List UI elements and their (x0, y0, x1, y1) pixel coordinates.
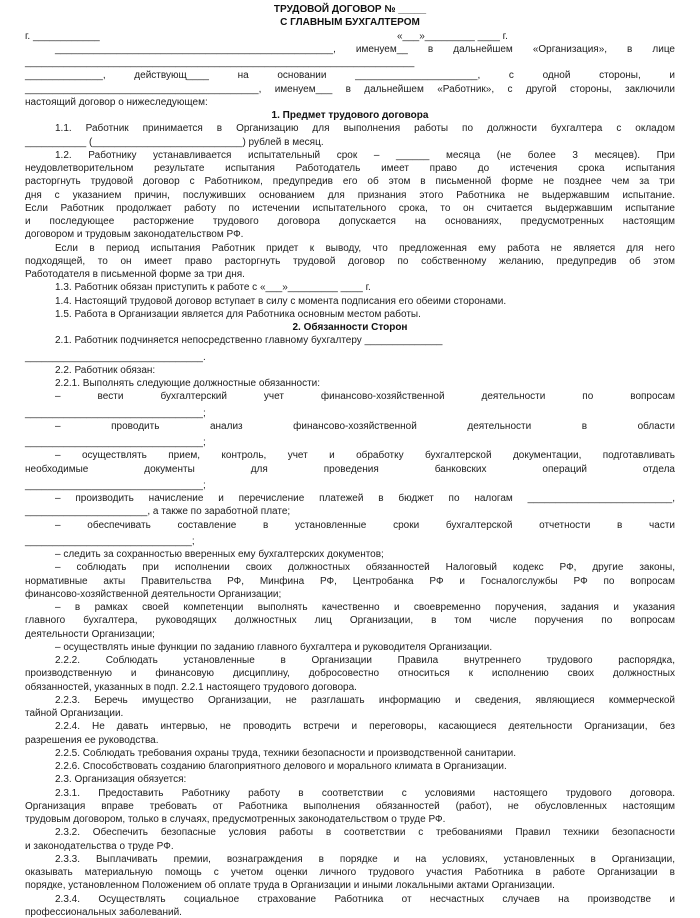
doc-line: __________________________________________, именуем___ в дальнейшем «Работник», с другой стороны, заключили (25, 83, 675, 95)
doc-line: ________________________________; (25, 479, 206, 491)
doc-line: – обеспечивать составление в установленные сроки бухгалтерской отчетности в части (55, 519, 675, 531)
doc-line: обязанностей, указанных в подп. 2.2.1 настоящего трудового договора. (25, 681, 357, 693)
doc-line: 2.2.3. Беречь имущество Организации, не разглашать информацию и сведения, являющиеся коммерческой (55, 694, 675, 706)
doc-line: порядке, установленном Положением об оплате труда в Организации и иными локальными актами Организации. (25, 880, 555, 892)
city-blank-field: г. ____________ (25, 30, 100, 42)
doc-line: 2.3.4. Осуществлять социальное страхование Работника от несчастных случаев на производстве и (55, 893, 675, 905)
doc-line: ______________________________; (25, 535, 195, 547)
doc-line: 2.2.6. Способствовать созданию благоприятного делового и морального климата в Организации. (55, 761, 507, 772)
doc-line: настоящий договор о нижеследующем: (25, 96, 208, 108)
doc-heading: 2. Обязанности Сторон (292, 322, 408, 333)
doc-line: необходимые документы для проведения банковских операций отдела (25, 463, 675, 475)
doc-line: финансово-хозяйственной деятельности Организации; (25, 588, 282, 600)
doc-line: 1.5. Работа в Организации является для Работника основным местом работы. (55, 308, 421, 320)
doc-line: трудовым договором, только в случаях, предусмотренных законодательством о труде РФ. (25, 814, 446, 825)
doc-line: – производить начисление и перечисление платежей в бюджет по налогам __________________________, (55, 493, 675, 504)
doc-line: 2.2.5. Соблюдать требования охраны труда, техники безопасности и производственной санитарии. (55, 747, 517, 759)
doc-line: 2.2.4. Не давать интервью, не проводить встречи и переговоры, касающиеся деятельности Организации, без (55, 721, 675, 733)
doc-line: нормативные акты Правительства РФ, Минфина РФ, Центробанка РФ и Госналогслужбы РФ по вопросам (25, 575, 675, 587)
doc-line: ___________ (___________________________) рублей в месяц. (25, 136, 324, 148)
doc-line: разрешения ее руководства. (25, 734, 159, 746)
doc-line: подходящей, то он имеет право расторгнуть трудовой договор по собственному желанию, предупредив об этом (25, 255, 675, 267)
doc-heading: С ГЛАВНЫМ БУХГАЛТЕРОМ (280, 17, 420, 29)
doc-line: деятельности Организации; (25, 628, 155, 640)
doc-date-line (25, 30, 675, 43)
doc-line: 2.3.2. Обеспечить безопасные условия работы в соответствии с требованиями Правил техники безопасности (55, 827, 675, 839)
doc-line: ______________________________________________________________________ (25, 57, 415, 68)
doc-line: и последующее расторжение трудового договора допускается на основаниях, предусмотренных настоящим (25, 216, 675, 227)
doc-line: 1.1. Работник принимается в Организацию для выполнения работы по должности бухгалтера с окладом (55, 123, 675, 135)
doc-line: дня с указанием причин, послуживших основанием для признания этого Работника не выдержавшим испытание. (25, 189, 675, 201)
doc-line: – вести бухгалтерский учет финансово-хозяйственной деятельности по вопросам (55, 391, 675, 403)
doc-line: производственную и финансовую дисциплину, добросовестно относиться к исполнению своих должностных (25, 668, 675, 680)
doc-line: – осуществлять иные функции по заданию главного бухгалтера и руководителя Организации. (55, 641, 493, 653)
doc-heading: 1. Предмет трудового договора (271, 110, 429, 121)
doc-line: – проводить анализ финансово-хозяйственной деятельности в области (55, 420, 675, 432)
doc-line: – осуществлять прием, контроль, учет и обработку бухгалтерской документации, подготавливать (55, 450, 675, 462)
date-blank-field: «___»_________ ____ г. (397, 30, 508, 42)
doc-line: ________________________________; (25, 437, 206, 448)
doc-line: Если Работник продолжает работу по истечении испытательного срока, то он считается выдержавшим испытание (25, 202, 675, 214)
doc-line: и законодательства о труде РФ. (25, 840, 174, 852)
doc-line: 1.3. Работник обязан приступить к работе с «___»_________ ____ г. (55, 282, 371, 294)
doc-line: ______________, действующ____ на основании ______________________, с одной стороны, и (25, 70, 675, 82)
doc-line: главного бухгалтера, руководящих должностных лиц Организации, в том числе поручения по вопросам (25, 615, 675, 627)
doc-line: 2.2. Работник обязан: (55, 364, 156, 376)
doc-line: 2.3.3. Выплачивать премии, вознаграждения в порядке и на условиях, установленных в Организации, (55, 853, 675, 865)
doc-line: 1.4. Настоящий трудовой договор вступает в силу с момента подписания его обеими сторонами. (55, 295, 507, 307)
doc-line: ________________________________. (25, 351, 206, 363)
doc-line: – в рамках своей компетенции выполнять качественно и своевременно поручения, задания и указания (55, 602, 675, 613)
doc-line: неудовлетворительном результате испытания Работодатель имеет право до истечения срока испытания (25, 163, 675, 174)
doc-line: – следить за сохранностью вверенных ему бухгалтерских документов; (55, 549, 384, 560)
doc-line: Организация вправе требовать от Работника выполнения обязанностей (работ), не обусловленных настоящим (25, 800, 675, 812)
doc-line: оказывать материальную помощь с учетом оценки личного трудового участия Работника в работе Организации в (25, 867, 675, 878)
doc-line: профессиональных заболеваний. (25, 906, 182, 918)
doc-line: договором и трудовым законодательством РФ. (25, 229, 244, 241)
doc-line: ______________________, а также по заработной плате; (25, 506, 291, 518)
doc-line: __________________________________________________, именуем__ в дальнейшем «Организация», в лице (55, 43, 675, 55)
doc-line: тайной Организации. (25, 708, 124, 719)
doc-line: ________________________________; (25, 407, 206, 419)
doc-heading: ТРУДОВОЙ ДОГОВОР № _____ (273, 4, 427, 15)
doc-line: Если в период испытания Работник придет к выводу, что предложенная ему работа не является для него (55, 242, 675, 254)
doc-line: 2.2.1. Выполнять следующие должностные обязанности: (55, 378, 321, 389)
doc-line: 1.2. Работнику устанавливается испытательный срок – ______ месяца (не более 3 месяцев). При (55, 149, 675, 161)
doc-line: 2.2.2. Соблюдать установленные в Организации Правила внутреннего трудового распорядка, (55, 655, 675, 666)
doc-line: 2.3. Организация обязуется: (55, 774, 187, 786)
doc-line: расторгнуть трудовой договор с Работником, предупредив его об этом в письменной форме не позднее чем за три (25, 176, 675, 188)
doc-line: Работодателя в письменной форме за три дня. (25, 269, 245, 280)
doc-line: – соблюдать при исполнении своих должностных обязанностей Налоговый кодекс РФ, другие законы, (55, 562, 675, 574)
doc-line: 2.3.1. Предоставить Работнику работу в соответствии с условиями настоящего трудового договора. (55, 787, 675, 799)
doc-line: 2.1. Работник подчиняется непосредственно главному бухгалтеру ______________ (55, 335, 443, 347)
